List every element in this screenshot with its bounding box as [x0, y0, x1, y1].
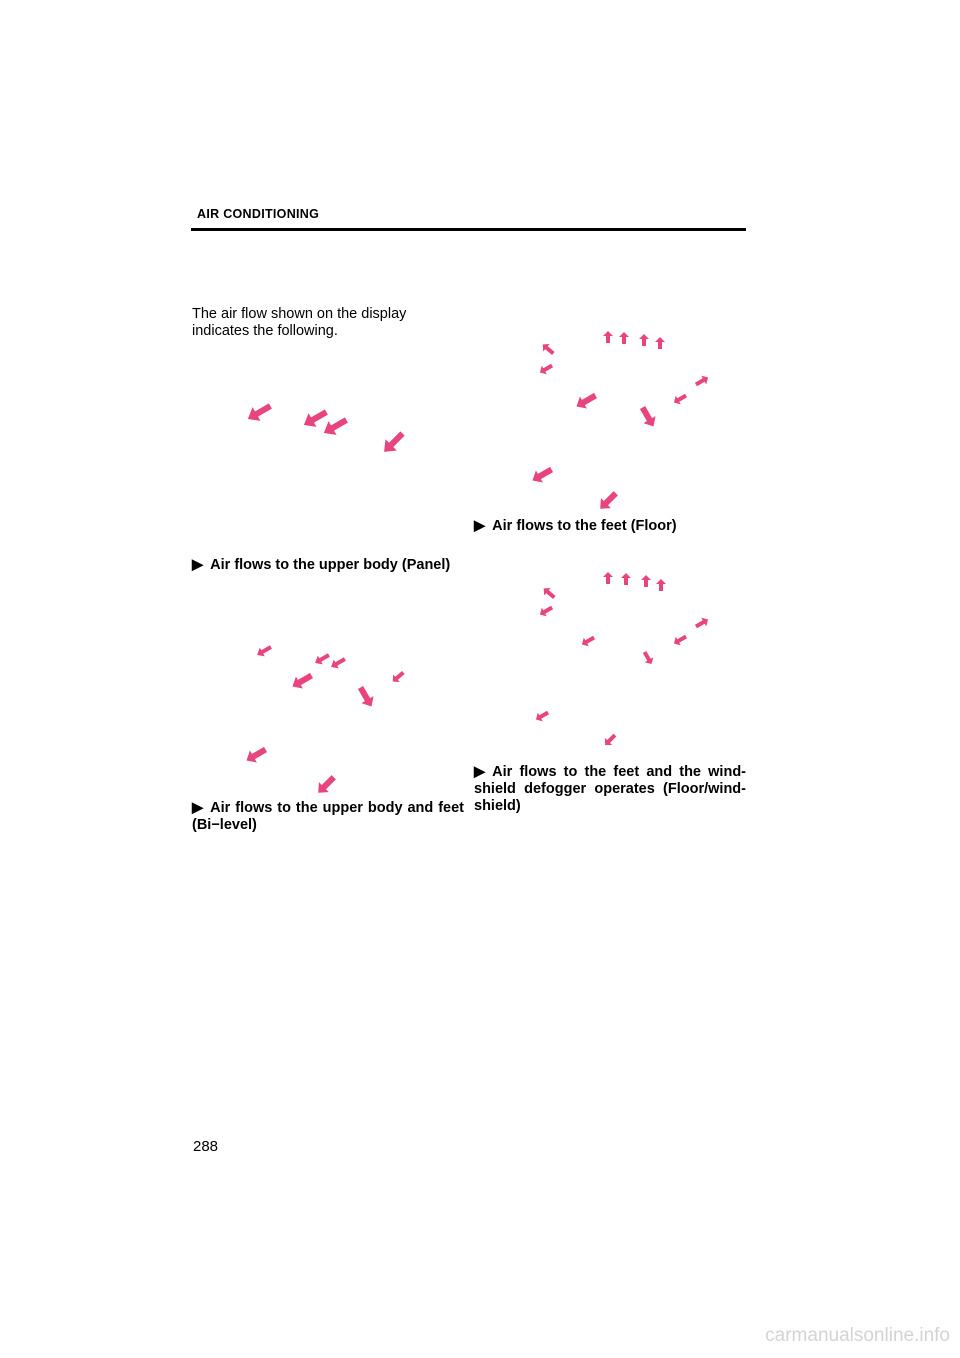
- figure-floor: [520, 325, 730, 515]
- airflow-arrow-icon: [255, 643, 274, 660]
- airflow-arrow-icon: [619, 332, 629, 344]
- airflow-arrow-icon: [639, 334, 649, 346]
- airflow-arrow-icon: [313, 772, 338, 795]
- airflow-arrow-icon: [389, 669, 406, 686]
- airflow-arrow-icon: [244, 399, 275, 426]
- airflow-arrow-icon: [243, 743, 269, 766]
- airflow-arrow-icon: [329, 655, 348, 672]
- airflow-arrow-icon: [656, 579, 666, 591]
- intro-paragraph: The air flow shown on the display indicates the following.: [192, 306, 407, 339]
- figure-floor-windshield: [520, 568, 730, 753]
- airflow-arrow-icon: [320, 413, 351, 440]
- section-header: AIR CONDITIONING: [197, 207, 320, 221]
- bullet-triangle-icon: ▶: [192, 800, 204, 816]
- airflow-arrow-icon: [573, 389, 599, 412]
- airflow-arrow-icon: [533, 708, 550, 724]
- airflow-arrow-icon: [300, 405, 331, 432]
- bullet-triangle-icon: ▶: [474, 518, 486, 534]
- airflow-arrow-icon: [354, 684, 377, 710]
- airflow-arrow-icon: [636, 404, 659, 430]
- airflow-arrow-icon: [313, 651, 332, 668]
- page-number: 288: [193, 1138, 219, 1155]
- airflow-arrow-icon: [671, 391, 688, 407]
- airflow-arrow-icon: [537, 603, 554, 619]
- airflow-arrow-icon: [579, 633, 596, 649]
- figure-panel: [230, 390, 430, 470]
- airflow-arrow-icon: [693, 615, 710, 631]
- airflow-arrow-icon: [603, 331, 613, 343]
- caption-floor-windshield: ▶ Air flows to the feet and the wind- shield defogger operates (Floor/wind- shield): [474, 764, 746, 814]
- airflow-arrow-icon: [621, 573, 631, 585]
- airflow-arrow-icon: [539, 341, 556, 358]
- header-rule: [191, 228, 746, 231]
- airflow-arrow-icon: [537, 361, 554, 377]
- airflow-arrow-icon: [641, 575, 651, 587]
- caption-floor: ▶ Air flows to the feet (Floor): [474, 518, 677, 534]
- airflow-arrow-icon: [693, 373, 710, 389]
- airflow-arrow-icon: [640, 649, 656, 666]
- caption-panel: ▶ Air flows to the upper body (Panel): [192, 557, 451, 573]
- caption-bilevel: ▶ Air flows to the upper body and feet (Bi−level): [192, 800, 464, 833]
- watermark: carmanualsonline.info: [765, 1325, 950, 1346]
- airflow-arrow-icon: [671, 632, 688, 648]
- airflow-arrow-icon: [529, 463, 555, 486]
- airflow-arrow-icon: [595, 488, 620, 513]
- bullet-triangle-icon: ▶: [192, 557, 204, 573]
- airflow-arrow-icon: [540, 585, 557, 602]
- bullet-triangle-icon: ▶: [474, 764, 486, 780]
- airflow-arrow-icon: [289, 669, 315, 692]
- airflow-arrow-icon: [602, 732, 619, 749]
- airflow-arrow-icon: [378, 428, 408, 458]
- figure-bilevel: [230, 635, 430, 795]
- airflow-arrow-icon: [655, 337, 665, 349]
- airflow-arrow-icon: [603, 572, 613, 584]
